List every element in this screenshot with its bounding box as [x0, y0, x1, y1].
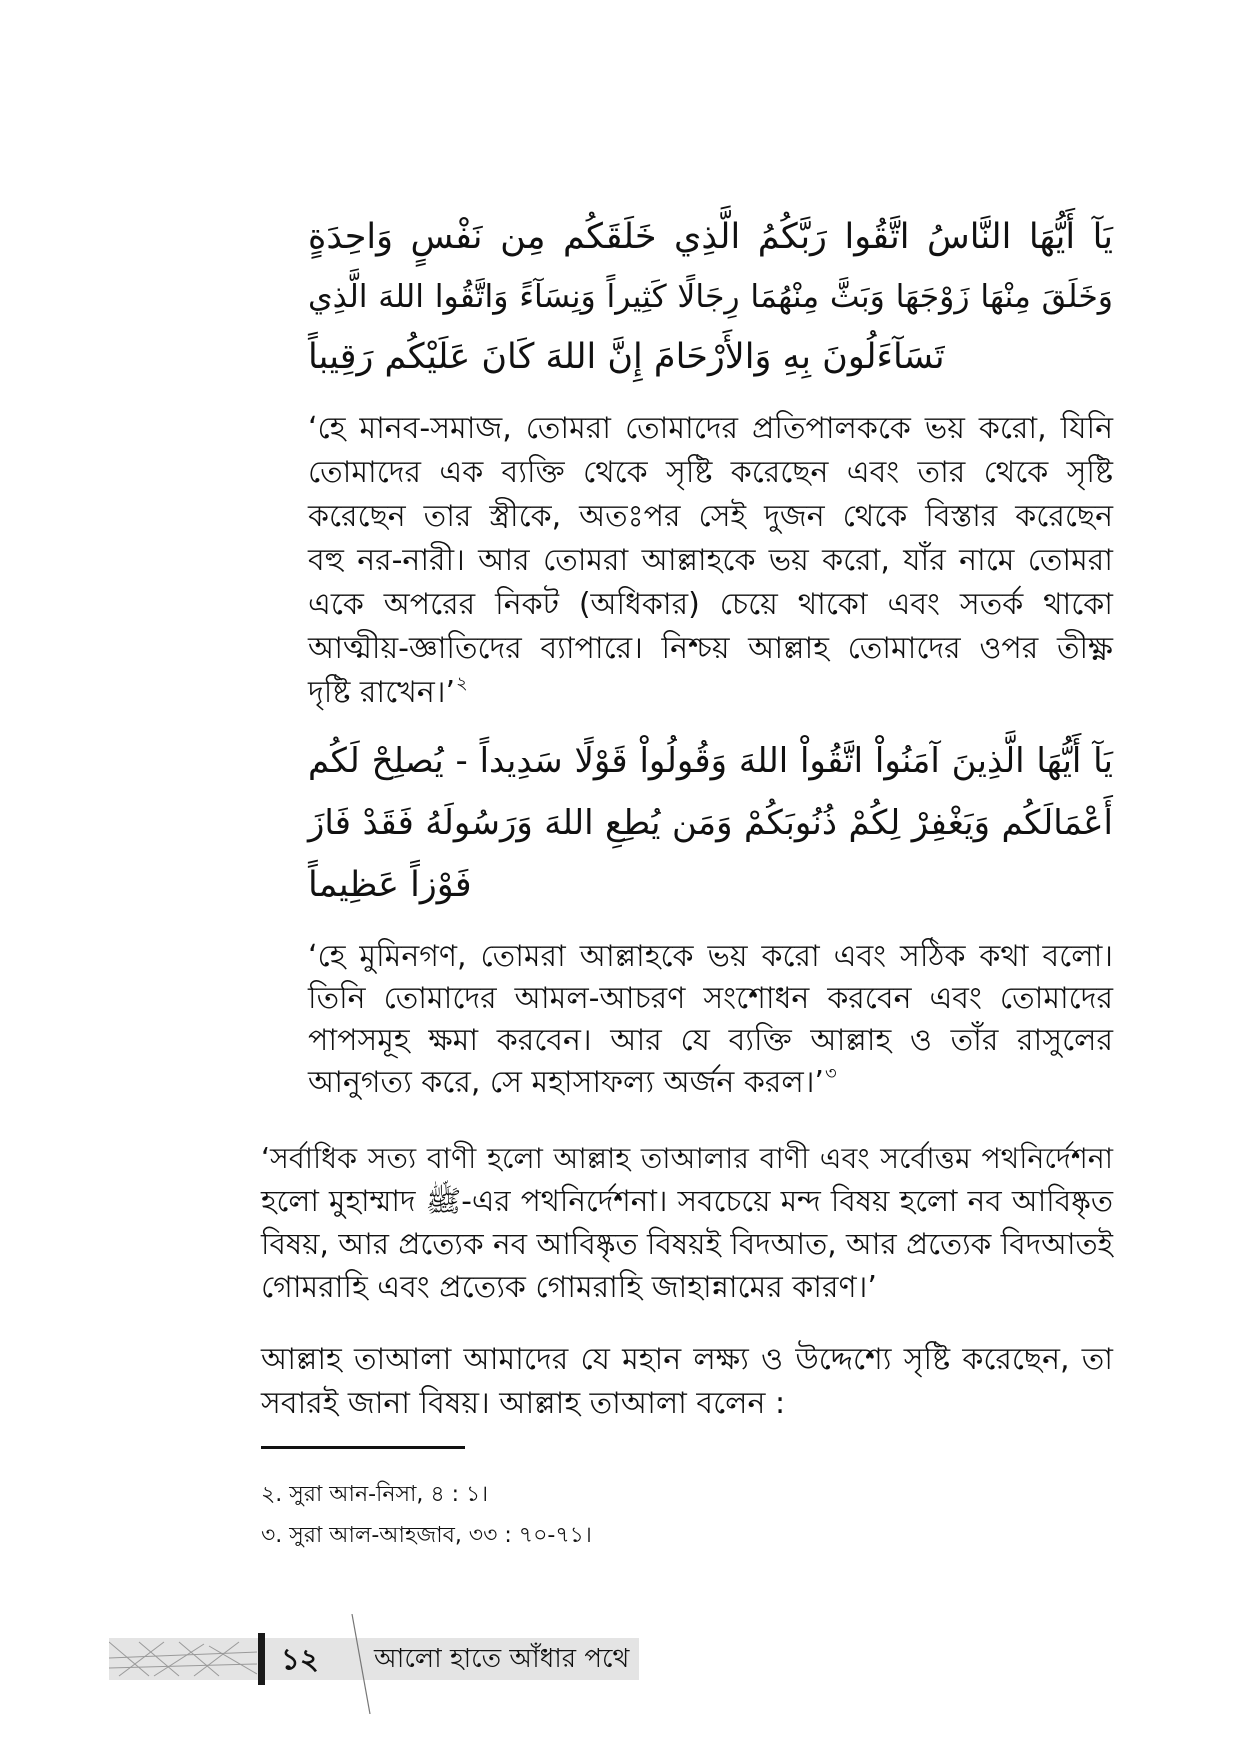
- footnote-item: ২. সুরা আন-নিসা, ৪ : ১।: [261, 1482, 489, 1507]
- footnote-separator: [261, 1446, 465, 1449]
- translation-line: তোমাদের এক ব্যক্তি থেকে সৃষ্টি করেছেন এবং তার থেকে সৃষ্টি: [308, 455, 1113, 490]
- page-number: ১২: [281, 1642, 319, 1676]
- translation-line: একে অপরের নিকট (অধিকার) চেয়ে থাকো এবং সতর্ক থাকো: [308, 587, 1113, 622]
- paragraph-line: গোমরাহি এবং প্রত্যেক গোমরাহি জাহান্নামের কারণ।’: [261, 1270, 877, 1305]
- translation-line: ‘হে মানব-সমাজ, তোমরা তোমাদের প্রতিপালককে ভয় করো, যিনি: [308, 411, 1113, 446]
- footnote-reference: ৩: [824, 1063, 837, 1085]
- translation-block-1: [308, 407, 1113, 715]
- book-title-text: আলো হাতে আঁধার পথে: [374, 1644, 630, 1674]
- book-title: [374, 1638, 636, 1680]
- arabic-verse-line: يَآ أَيُّهَا الَّذِينَ آمَنُواْ اتَّقُواْ اللهَ وَقُولُواْ قَوْلًا سَدِيداً - يُصلِحْ لَكُم: [308, 741, 1113, 781]
- footnote-reference: ২: [456, 673, 468, 695]
- paragraph-line: হলো মুহাম্মাদ ﷺ-এর পথনির্দেশনা। সবচেয়ে মন্দ বিষয় হলো নব আবিষ্কৃত: [261, 1184, 1113, 1218]
- arabic-verse-block-2: [308, 730, 1113, 916]
- translation-line: আত্মীয়-জ্ঞাতিদের ব্যাপারে। নিশ্চয় আল্লাহ তোমাদের ওপর তীক্ষ্ণ: [308, 631, 1113, 666]
- translation-block-2: [308, 936, 1113, 1104]
- paragraph-line: ‘সর্বাধিক সত্য বাণী হলো আল্লাহ তাআলার বাণী এবং সর্বোত্তম পথনির্দেশনা: [261, 1142, 1113, 1175]
- translation-line: করেছেন তার স্ত্রীকে, অতঃপর সেই দুজন থেকে বিস্তার করেছেন: [308, 499, 1113, 534]
- footnote-item: ৩. সুরা আল-আহজাব, ৩৩ : ৭০-৭১।: [261, 1523, 592, 1548]
- translation-line: তিনি তোমাদের আমল-আচরণ সংশোধন করবেন এবং তোমাদের: [308, 981, 1113, 1016]
- translation-line-text: দৃষ্টি রাখেন।’: [308, 675, 455, 710]
- translation-line: ‘হে মুমিনগণ, তোমরা আল্লাহকে ভয় করো এবং সঠিক কথা বলো।: [308, 939, 1113, 974]
- translation-line-text: আনুগত্য করে, সে মহাসাফল্য অর্জন করল।’: [308, 1065, 824, 1100]
- footnotes: [261, 1474, 961, 1556]
- translation-line: পাপসমূহ ক্ষমা করবেন। আর যে ব্যক্তি আল্লাহ ও তাঁর রাসুলের: [308, 1023, 1113, 1058]
- hadith-quote-paragraph: [261, 1137, 1113, 1309]
- translation-line: [308, 671, 1113, 715]
- paragraph-line: সবারই জানা বিষয়। আল্লাহ তাআলা বলেন :: [261, 1386, 786, 1421]
- translation-line: [308, 1062, 1113, 1104]
- arabic-verse-line: تَسَآءَلُونَ بِهِ وَالأَرْحَامَ إِنَّ اللهَ كَانَ عَلَيْكُم رَقِيباً: [308, 337, 945, 377]
- paragraph-line: আল্লাহ তাআলা আমাদের যে মহান লক্ষ্য ও উদ্দেশ্যে সৃষ্টি করেছেন, তা: [261, 1342, 1113, 1377]
- arabic-verse-block-1: [308, 207, 1113, 387]
- arabic-verse-line: أَعْمَالَكُم وَيَغْفِرْ لِكُمْ ذُنُوبَكُمْ وَمَن يُطِعِ اللهَ وَرَسُولَهُ فَقَدْ فَازَ: [308, 803, 1113, 843]
- body-paragraph: [261, 1338, 1113, 1426]
- arabic-verse-line: فَوْزاً عَظِيماً: [308, 865, 472, 905]
- arabic-verse-line: يَآ أَيُّهَا النَّاسُ اتَّقُوا رَبَّكُمُ الَّذِي خَلَقَكُم مِن نَفْسٍ وَاحِدَةٍ: [308, 217, 1113, 257]
- arabic-verse-line: وَخَلَقَ مِنْهَا زَوْجَهَا وَبَثَّ مِنْهُمَا رِجَالًا كَثِيراً وَنِسَآءً وَاتَّقُوا اللهَ الَّذِي: [308, 279, 1113, 315]
- footer-divider: [258, 1633, 265, 1685]
- translation-line: বহু নর-নারী। আর তোমরা আল্লাহকে ভয় করো, যাঁর নামে তোমরা: [308, 543, 1113, 578]
- paragraph-line: বিষয়, আর প্রত্যেক নব আবিষ্কৃত বিষয়ই বিদআত, আর প্রত্যেক বিদআতই: [261, 1227, 1113, 1261]
- footer-ornament: [109, 1638, 257, 1680]
